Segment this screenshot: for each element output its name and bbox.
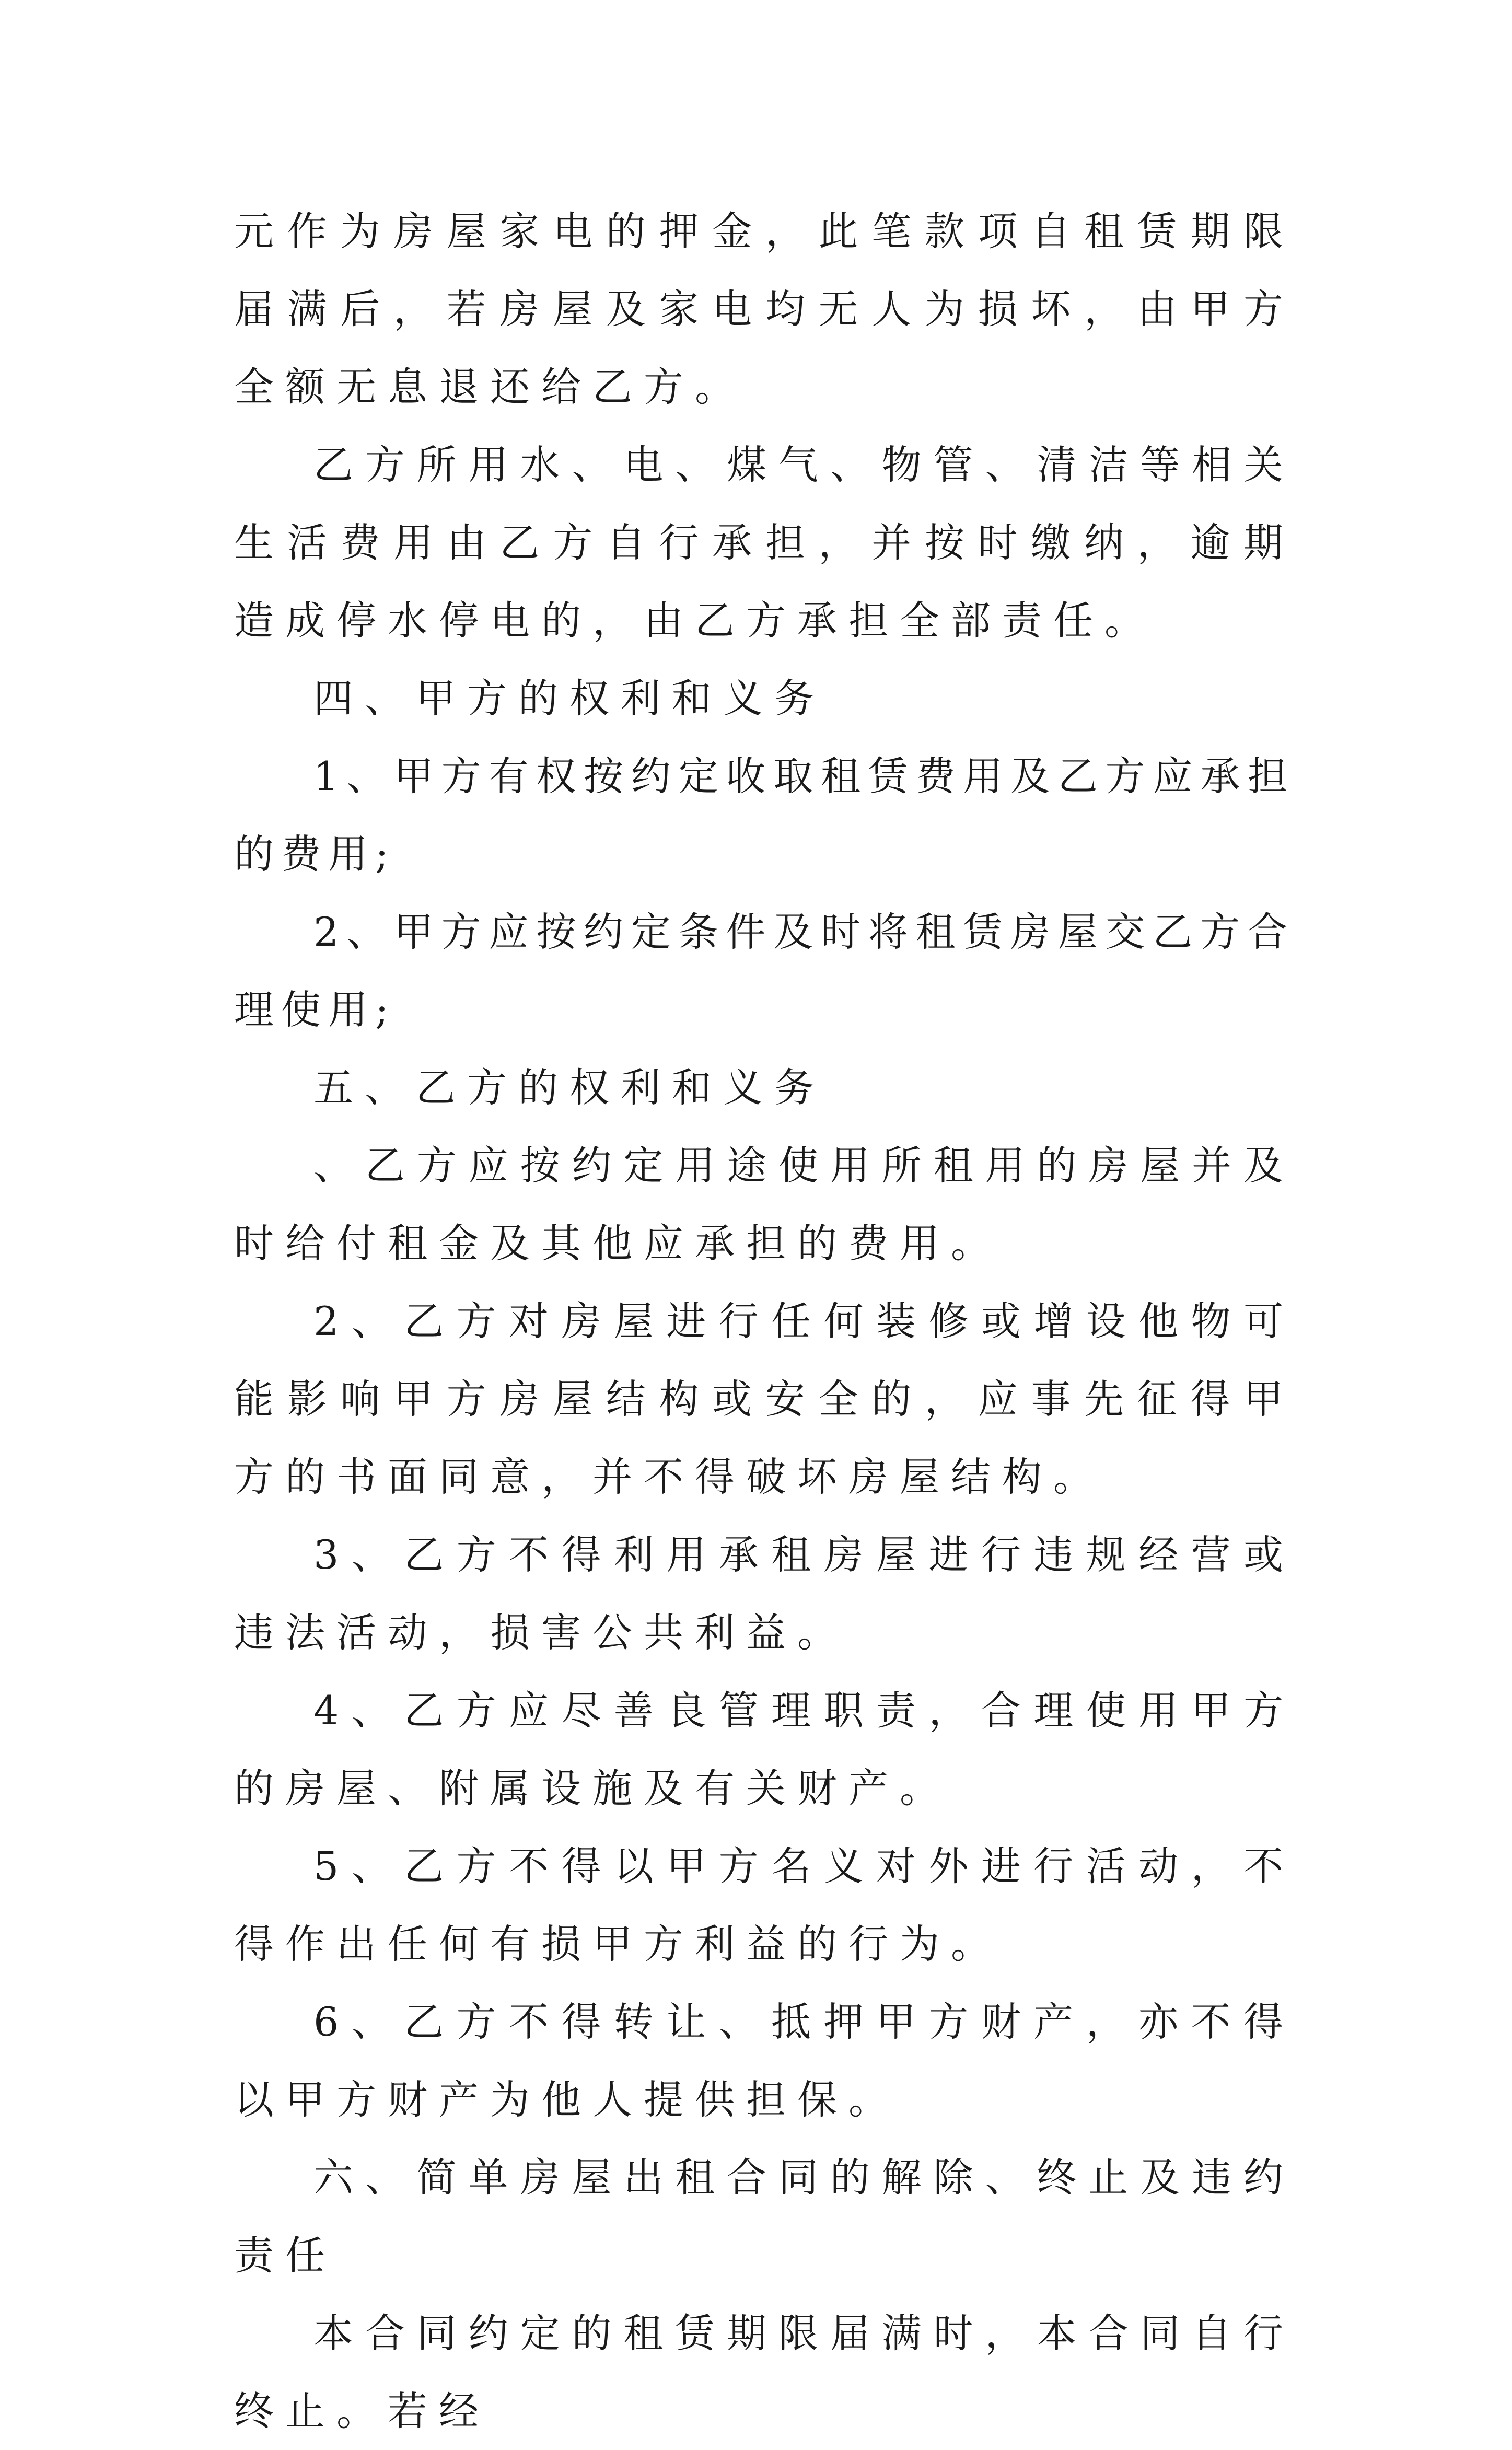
clause-party-b-2: 2、乙方对房屋进行任何装修或增设他物可能影响甲方房屋结构或安全的，应事先征得甲方的书面同意，并不得破坏房屋结构。 [234,1298,1295,1500]
heading-party-b-rights: 五、乙方的权利和义务 [313,1064,825,1111]
clause-party-b-1: 、乙方应按约定用途使用所租用的房屋并及时给付租金及其他应承担的费用。 [234,1142,1295,1267]
clause-party-b-4: 4、乙方应尽善良管理职责，合理使用甲方的房屋、附属设施及有关财产。 [234,1687,1295,1812]
clause-party-b-3: 3、乙方不得利用承租房屋进行违规经营或违法活动，损害公共利益。 [234,1531,1295,1656]
clause-party-b-6: 6、乙方不得转让、抵押甲方财产，亦不得以甲方财产为他人提供担保。 [234,1999,1295,2123]
document-body [234,192,1295,2450]
clause-party-a-1: 1、甲方有权按约定收取租赁费用及乙方应承担的费用; [234,753,1295,877]
heading-party-a-rights: 四、甲方的权利和义务 [313,675,825,722]
paragraph-termination-start: 本合同约定的租赁期限届满时，本合同自行终止。若经 [234,2310,1295,2434]
clause-party-b-5: 5、乙方不得以甲方名义对外进行活动，不得作出任何有损甲方利益的行为。 [234,1843,1295,1967]
paragraph-deposit-continuation: 元作为房屋家电的押金，此笔款项自租赁期限届满后，若房屋及家电均无人为损坏，由甲方全额无息退还给乙方。 [234,208,1295,410]
heading-termination: 六、简单房屋出租合同的解除、终止及违约责任 [234,2154,1295,2279]
paragraph-living-expenses: 乙方所用水、电、煤气、物管、清洁等相关生活费用由乙方自行承担，并按时缴纳，逾期造成停水停电的，由乙方承担全部责任。 [234,442,1295,644]
clause-party-a-2: 2、甲方应按约定条件及时将租赁房屋交乙方合理使用; [234,909,1295,1033]
